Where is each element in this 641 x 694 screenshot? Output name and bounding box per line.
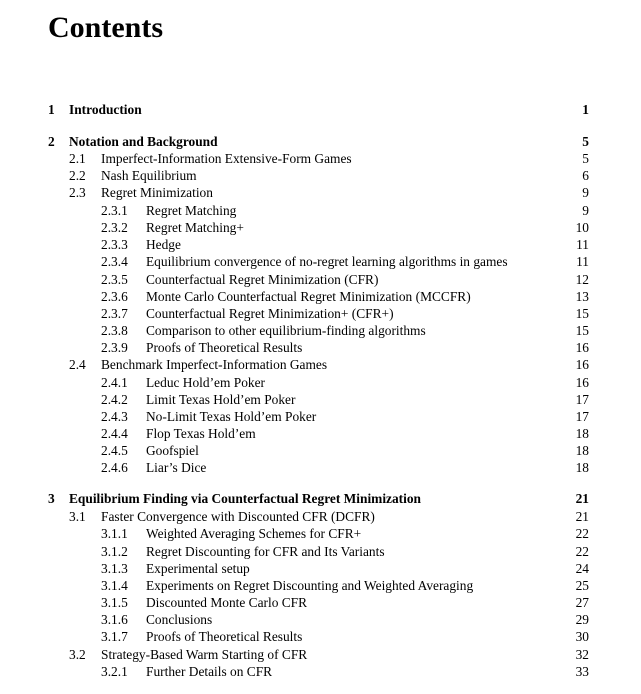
toc-entry-subsection[interactable] — [0, 459, 641, 477]
toc-entry-number: 3.2.1 — [101, 664, 128, 679]
toc-entry-page: 18 — [575, 443, 589, 458]
toc-entry-section[interactable] — [0, 150, 641, 168]
toc-entry-subsection[interactable] — [0, 339, 641, 357]
toc-entry-title: Notation and Background — [69, 134, 222, 149]
toc-entry-title: Proofs of Theoretical Results — [146, 629, 306, 644]
toc-entry-page: 25 — [575, 578, 589, 593]
toc-entry-number: 3.1.7 — [101, 629, 128, 644]
toc-entry-subsection[interactable] — [0, 611, 641, 629]
toc-entry-number: 2.3.8 — [101, 323, 128, 338]
toc-entry-number: 2.2 — [69, 168, 86, 183]
toc-entry-page: 21 — [575, 491, 589, 506]
toc-entry-number: 2.4 — [69, 357, 86, 372]
toc-entry-number: 2.4.5 — [101, 443, 128, 458]
toc-entry-title: Strategy-Based Warm Starting of CFR — [101, 647, 311, 662]
toc-entry-title: Monte Carlo Counterfactual Regret Minimization (MCCFR) — [146, 289, 475, 304]
toc-entry-number: 3 — [48, 491, 55, 506]
toc-entry-subsection[interactable] — [0, 628, 641, 646]
toc-entry-number: 2.3.7 — [101, 306, 128, 321]
toc-entry-page: 11 — [576, 254, 589, 269]
page-title: Contents — [48, 11, 164, 44]
toc-entry-number: 2.4.4 — [101, 426, 128, 441]
toc-entry-section[interactable] — [0, 646, 641, 664]
toc-entry-number: 2.3.6 — [101, 289, 128, 304]
toc-entry-title: Regret Matching — [146, 203, 240, 218]
toc-entry-number: 2.4.2 — [101, 392, 128, 407]
toc-entry-number: 2.4.1 — [101, 375, 128, 390]
toc-entry-number: 2.3.1 — [101, 203, 128, 218]
toc-entry-page: 11 — [576, 237, 589, 252]
toc-entry-page: 17 — [575, 392, 589, 407]
toc-entry-subsection[interactable] — [0, 202, 641, 220]
toc-entry-page: 9 — [582, 185, 589, 200]
toc-entry-number: 3.1 — [69, 509, 86, 524]
toc-entry-subsection[interactable] — [0, 408, 641, 426]
toc-entry-subsection[interactable] — [0, 594, 641, 612]
toc-entry-number: 3.1.2 — [101, 544, 128, 559]
toc-entry-page: 16 — [575, 357, 589, 372]
toc-entry-subsection[interactable] — [0, 442, 641, 460]
toc-entry-number: 3.2 — [69, 647, 86, 662]
toc-entry-page: 6 — [582, 168, 589, 183]
toc-entry-page: 22 — [575, 544, 589, 559]
toc-entry-title: Weighted Averaging Schemes for CFR+ — [146, 526, 365, 541]
toc-entry-subsection[interactable] — [0, 425, 641, 443]
toc-entry-page: 24 — [575, 561, 589, 576]
toc-entry-page: 1 — [582, 102, 589, 117]
toc-entry-subsection[interactable] — [0, 543, 641, 561]
toc-entry-title: Benchmark Imperfect-Information Games — [101, 357, 331, 372]
toc-entry-page: 30 — [575, 629, 589, 644]
toc-entry-section[interactable] — [0, 184, 641, 202]
toc-entry-page: 22 — [575, 526, 589, 541]
toc-entry-subsection[interactable] — [0, 374, 641, 392]
toc-entry-number: 3.1.1 — [101, 526, 128, 541]
toc-entry-page: 32 — [575, 647, 589, 662]
toc-entry-subsection[interactable] — [0, 271, 641, 289]
toc-entry-number: 3.1.3 — [101, 561, 128, 576]
toc-entry-number: 2.3.4 — [101, 254, 128, 269]
toc-entry-chapter[interactable] — [0, 490, 641, 508]
toc-entry-title: Counterfactual Regret Minimization+ (CFR+) — [146, 306, 398, 321]
toc-entry-page: 16 — [575, 340, 589, 355]
toc-entry-number: 2.3.5 — [101, 272, 128, 287]
toc-entry-number: 3.1.6 — [101, 612, 128, 627]
toc-entry-page: 33 — [575, 664, 589, 679]
toc-entry-title: Regret Discounting for CFR and Its Variants — [146, 544, 389, 559]
toc-entry-title: Leduc Hold’em Poker — [146, 375, 269, 390]
toc-entry-number: 1 — [48, 102, 55, 117]
toc-entry-title: Experimental setup — [146, 561, 254, 576]
toc-entry-subsection[interactable] — [0, 525, 641, 543]
toc-entry-subsection[interactable] — [0, 560, 641, 578]
toc-entry-subsection[interactable] — [0, 391, 641, 409]
toc-entry-title: Experiments on Regret Discounting and Weighted Averaging — [146, 578, 477, 593]
toc-entry-section[interactable] — [0, 356, 641, 374]
toc-entry-page: 9 — [582, 203, 589, 218]
toc-entry-page: 10 — [575, 220, 589, 235]
toc-entry-subsection[interactable] — [0, 288, 641, 306]
toc-entry-title: Conclusions — [146, 612, 216, 627]
toc-entry-title: Comparison to other equilibrium-finding algorithms — [146, 323, 430, 338]
toc-entry-subsection[interactable] — [0, 305, 641, 323]
toc-entry-number: 2.3.9 — [101, 340, 128, 355]
toc-entry-page: 12 — [575, 272, 589, 287]
toc-entry-page: 18 — [575, 426, 589, 441]
toc-entry-subsection[interactable] — [0, 322, 641, 340]
toc-entry-title: Equilibrium convergence of no-regret learning algorithms in games — [146, 254, 512, 269]
toc-entry-page: 27 — [575, 595, 589, 610]
toc-entry-subsection[interactable] — [0, 577, 641, 595]
toc-entry-number: 2.4.6 — [101, 460, 128, 475]
toc-entry-page: 29 — [575, 612, 589, 627]
toc-entry-title: Regret Matching+ — [146, 220, 248, 235]
toc-entry-subsection[interactable] — [0, 236, 641, 254]
toc-entry-title: Further Details on CFR — [146, 664, 276, 679]
toc-entry-chapter[interactable] — [0, 133, 641, 151]
toc-entry-page: 16 — [575, 375, 589, 390]
toc-entry-title: Proofs of Theoretical Results — [146, 340, 306, 355]
toc-entry-page: 17 — [575, 409, 589, 424]
toc-entry-section[interactable] — [0, 508, 641, 526]
toc-entry-title: Nash Equilibrium — [101, 168, 201, 183]
toc-entry-title: Regret Minimization — [101, 185, 217, 200]
toc-entry-number: 3.1.5 — [101, 595, 128, 610]
toc-entry-page: 18 — [575, 460, 589, 475]
toc-entry-title: Liar’s Dice — [146, 460, 210, 475]
toc-entry-title: Imperfect-Information Extensive-Form Games — [101, 151, 356, 166]
toc-entry-chapter[interactable] — [0, 101, 641, 119]
toc-entry-number: 2.3.2 — [101, 220, 128, 235]
toc-entry-page: 13 — [575, 289, 589, 304]
toc-entry-page: 21 — [575, 509, 589, 524]
toc-entry-title: Introduction — [69, 102, 146, 117]
toc-entry-page: 5 — [582, 134, 589, 149]
toc-entry-title: Counterfactual Regret Minimization (CFR) — [146, 272, 382, 287]
toc-entry-title: Goofspiel — [146, 443, 203, 458]
toc-entry-title: Flop Texas Hold’em — [146, 426, 260, 441]
toc-entry-subsection[interactable] — [0, 219, 641, 237]
toc-entry-page: 15 — [575, 323, 589, 338]
toc-entry-number: 2 — [48, 134, 55, 149]
toc-entry-number: 2.3.3 — [101, 237, 128, 252]
toc-entry-title: No-Limit Texas Hold’em Poker — [146, 409, 320, 424]
toc-entry-number: 3.1.4 — [101, 578, 128, 593]
toc-entry-subsection[interactable] — [0, 663, 641, 681]
toc-entry-title: Limit Texas Hold’em Poker — [146, 392, 299, 407]
toc-entry-title: Equilibrium Finding via Counterfactual Regret Minimization — [69, 491, 425, 506]
toc-entry-subsection[interactable] — [0, 253, 641, 271]
toc-entry-title: Discounted Monte Carlo CFR — [146, 595, 311, 610]
toc-entry-section[interactable] — [0, 167, 641, 185]
toc-entry-title: Faster Convergence with Discounted CFR (DCFR) — [101, 509, 379, 524]
toc-entry-number: 2.3 — [69, 185, 86, 200]
toc-entry-number: 2.4.3 — [101, 409, 128, 424]
toc-entry-title: Hedge — [146, 237, 185, 252]
toc-entry-page: 5 — [582, 151, 589, 166]
toc-entry-number: 2.1 — [69, 151, 86, 166]
toc-entry-page: 15 — [575, 306, 589, 321]
